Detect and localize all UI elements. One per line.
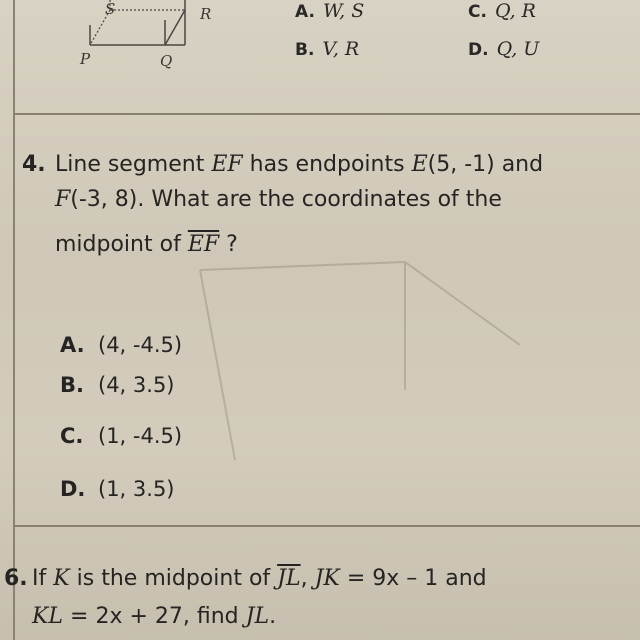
prev-choice-a[interactable] (295, 0, 364, 22)
choice-text: (1, 3.5) (98, 477, 175, 501)
choice-text: (1, -4.5) (98, 424, 183, 448)
cube-label-s: S (105, 0, 116, 18)
q6-text: If (32, 566, 54, 591)
q6-var-jk: JK (314, 566, 340, 591)
q6-text: is the midpoint of (69, 566, 278, 591)
choice-letter: A. (295, 2, 315, 22)
choice-text: V, R (322, 38, 360, 60)
choice-letter: B. (295, 40, 315, 60)
section-divider (13, 525, 640, 527)
question-4-line-3 (55, 232, 238, 257)
q6-var-jl: JL (245, 604, 270, 629)
choice-text: Q, U (496, 38, 540, 60)
choice-text: (4, -4.5) (98, 333, 183, 357)
q4-var-ef: EF (211, 152, 243, 177)
choice-letter: A. (60, 333, 85, 357)
q4-choice-c[interactable] (60, 424, 182, 448)
question-6-line-1 (32, 566, 487, 591)
q4-var-e: E (411, 152, 428, 177)
choice-letter: C. (60, 424, 84, 448)
prev-choice-b[interactable] (295, 38, 359, 60)
cube-figure (70, 0, 220, 80)
q4-text: ? (219, 232, 238, 257)
choice-text: (4, 3.5) (98, 373, 175, 397)
q6-var-kl: KL (32, 604, 64, 629)
q6-text: , (300, 566, 315, 591)
q6-text: = 2x + 27, find (63, 604, 246, 629)
q6-var-k: K (53, 566, 70, 591)
q6-var-jl-segment: $\overline{JL}$ (277, 566, 301, 591)
section-divider (13, 113, 640, 115)
choice-letter: C. (468, 2, 487, 22)
question-4-line-1 (55, 152, 543, 177)
question-6-number: 6. (4, 566, 28, 591)
prev-choice-c[interactable] (468, 0, 536, 22)
q4-var-f: F (55, 187, 71, 212)
choice-letter: D. (468, 40, 489, 60)
q4-text: (5, -1) and (427, 152, 544, 177)
question-4-number: 4. (22, 152, 46, 177)
q6-text: . (269, 604, 277, 629)
q4-choice-d[interactable] (60, 477, 175, 501)
choice-text: Q, R (494, 0, 536, 22)
question-4-line-2 (55, 187, 502, 212)
choice-letter: D. (60, 477, 86, 501)
q4-text: midpoint of (55, 232, 188, 257)
choice-text: W, S (322, 0, 365, 22)
q4-choice-a[interactable] (60, 333, 182, 357)
choice-letter: B. (60, 373, 84, 397)
q4-text: (-3, 8). What are the coordinates of the (70, 187, 502, 212)
cube-label-q: Q (160, 52, 173, 70)
q4-var-ef-segment: $\overline{EF}$ (187, 232, 220, 257)
q6-text: = 9x – 1 and (339, 566, 487, 591)
cube-label-p: P (80, 50, 91, 68)
q4-choice-b[interactable] (60, 373, 175, 397)
cube-label-r: R (200, 5, 212, 23)
page-margin-line (13, 0, 15, 640)
question-6-line-2 (32, 604, 276, 629)
q4-text: has endpoints (242, 152, 412, 177)
prev-choice-d[interactable] (468, 38, 539, 60)
q4-text: Line segment (55, 152, 212, 177)
